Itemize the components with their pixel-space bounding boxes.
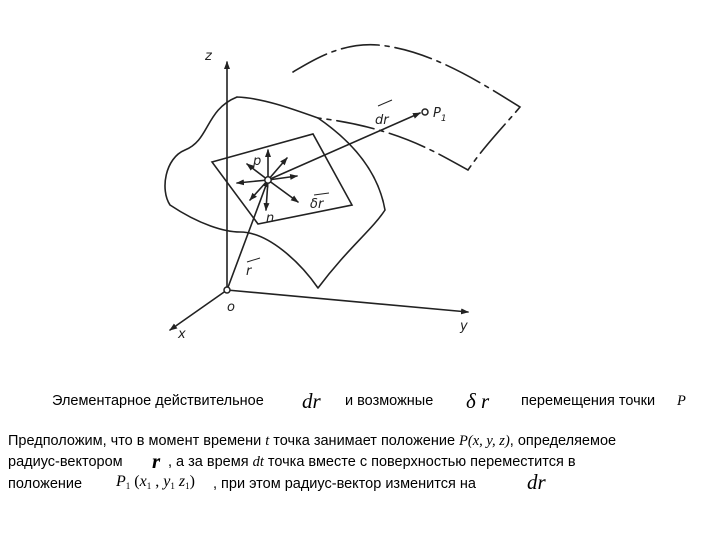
left-vector — [237, 180, 268, 183]
x-axis — [170, 290, 227, 330]
label-n: n — [266, 211, 275, 226]
paragraph-line-1: Предположим, что в момент времени t точка занимает положение P(x, y, z), определяемое — [8, 433, 617, 449]
paragraph-line-2-end: , а за время dt точка вместе с поверхностью переместится в — [168, 454, 576, 470]
point-p1 — [422, 109, 428, 115]
origin-point — [224, 287, 230, 293]
label-y: y — [460, 319, 468, 334]
caption-text-2: и возможные — [345, 393, 434, 409]
label-r: r — [246, 264, 252, 279]
point-p — [265, 177, 271, 183]
label-z: z — [205, 49, 212, 64]
y-axis — [227, 290, 468, 312]
label-delta-r: δr — [310, 197, 324, 212]
paragraph-line-2-start: радиус-вектором — [8, 454, 123, 470]
label-dr: dr — [375, 113, 389, 128]
caption-delta-r: δ r — [466, 389, 490, 413]
paragraph-line-3-start: положение — [8, 476, 83, 492]
diag-vector-2 — [268, 158, 287, 180]
paragraph-line-3-end: , при этом радиус-вектор изменится на — [213, 476, 476, 492]
caption-text-1: Элементарное действительное — [52, 393, 264, 409]
label-x: x — [178, 327, 186, 342]
caption-point-p: P — [677, 393, 686, 409]
lower-surface — [165, 97, 385, 288]
caption-dr: dr — [302, 389, 321, 413]
label-p1: $P_1$ — [433, 106, 447, 124]
delta-r-vector — [268, 180, 298, 202]
diag-vector-3 — [250, 180, 268, 200]
label-p: p — [253, 154, 262, 169]
position-p1-formula: $P_1$ ($x_1$ , $y_1$ $z_1$) — [116, 473, 195, 491]
radius-vector-symbol: r — [152, 449, 161, 473]
dr-vector — [268, 113, 420, 180]
caption-text-3: перемещения точки — [521, 393, 656, 409]
tangent-plane — [212, 134, 352, 224]
label-o: o — [227, 300, 235, 315]
paragraph-dr: dr — [527, 470, 546, 494]
upper-surface — [293, 45, 520, 170]
